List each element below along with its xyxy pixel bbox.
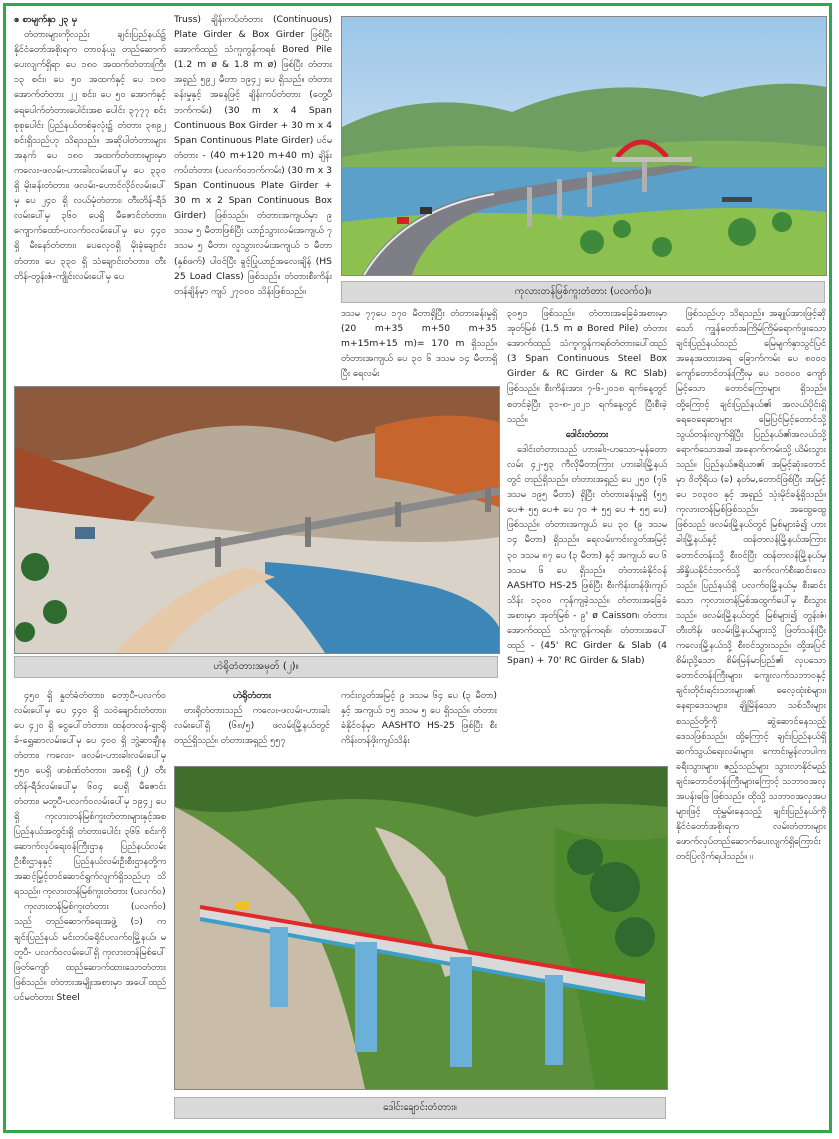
photo-caption-middle: ဟဲရိုတံတားအမှတ် (၂)။ xyxy=(14,656,498,678)
photo-caption-bottom: ဒေါင်းချောင်းတံတား။ xyxy=(174,1097,666,1119)
section-heading: ဟဲရိုတံတား xyxy=(232,690,272,701)
article-text: ဗားရိုတံတားသည် ကလေး-ဖလမ်း-ဟားခါးလမ်းပေါ်ရှိ (၆၈/၅) ဖလမ်းမြို့နယ်တွင် တည်ရှိသည်။ တံတားအရှည် ၅၅၇ xyxy=(174,705,330,747)
article-text: ဒေါင်းတံတားသည် ဟားခါး-ဟသော-မုန်တောလမ်း ၄၂-၅၃ ကီလိုမီတာကြား ဟားခါးမြို့နယ်တွင် တည်ရှိသည်။ တံတားအရှည် ပေ ၂၅၀ (၇၆ ဒသမ ၁၉၅ မီတာ) ရှိပြီး တံတားခန်းမှုရှိ (၅၅ ပေ+ ၅၅ ပေ+ ပေ ၇၀ + ၅၅ ပေ + ၅၅ ပေ) ဖြစ်သည်။ တံတားအကျယ် ပေ ၃၀ (၉ ဒသမ ၁၄ မီတာ) ရှိသည်။ ရေလမ်းကင်းလွတ်အမြင့် ၃၀ ဒသမ ၈၇ ပေ (၃ မီတာ) နှင့် အကျယ် ပေ ၆ ဒသမ ၆ ပေ ရှိသည်။ တံတားခံနိုင်ဝန် AASHTO HS-25 ဖြစ်ပြီး စီးကိန်းတန်ဖိုးကျပ်သိန်း ၁၃၀၀ ကုန်ကျခဲ့သည်။ တံတားအခြေခံအစားမှာ အုတ်မြစ် - ၉' ø Caisson၊ တံတားအောက်ထည် သံကူကွန်ကရစ်၊ တံတားအပေါ်ထည် - (45' RC Girder & Slab (4 Span) + 70' RC Girder & Slab) xyxy=(507,443,667,667)
section-heading: ဒေါင်းတံတား xyxy=(565,428,609,440)
photo-kaladan-bridge xyxy=(341,16,827,276)
article-text: ဖြစ်သည်ဟု သိရသည်။ အချုပ်အားဖြင့်ဆိုသော် ကျွန်တော်အကြိမ်ကြိမ်ရောက်ဖူးသော ချင်းပြည်နယ်သည် မြေမျက်နှာသွင်ပြင်အနေအထားအရ ခြောက်ကမ်း ပေ ၈၀၀၀ ကျော်တောင်တန်းကြီးမှ ပေ ၁၀၀၀၀ ကျော်မြင့်သော တောင်ကြောများ ရှိသည်။ ထို့ကြောင့် ချင်းပြည်နယ်၏ အလယ်ပိုင်းရှိ ရေဝေရေဆာများ မြေပြင်မြင့်တောင်သို့ သွယ်တန်းလျက်ရှိပြီး ပြည်နယ်၏အလယ်သို့ ရောက်သောအခါ အနောက်ကမ်းသို့ ယိမ်းသွားသည်။ ပြည်နယ်ဧရိယာ၏ အမြင့်ဆုံးတောင်မှာ ဝိတိုရိယ (ခ) နတ်မ,တောင်ဖြစ်ပြီး အမြင့်ပေ ၁၀၃၀၀ နှင့် အရှည် သုံးမိုင်ခန့်ရှိသည်။ ကုလားတန်မြစ်ဖြစ်သည်။ အထွေထွေဖြစ်သည် ဖလမ်းမြို့နယ်တွင် မြစ်များခံ၍ ဟားခါးမြို့နယ်နှင့် ထန်တလန်မြို့နယ်အကြားတောင်တန်းသို့ စီးဝင်ပြီး ထန်တလန်မြို့နယ်မှ အိန္ဒိယနိုင်ငံဘက်သို့ ဆက်လက်စီးဆင်းလေသည်။ ပြည်နယ်ရှိ ပလက်ဝမြို့နယ်မှ စီးဆင်းသော ကုလားတန်မြစ်အထွက်ပေါ်မှ စီးသွားသည်။ ဖလမ်းမြို့နယ်တွင် မြစ်များ၍ တွန်းဇံ၊ တီးတိန်၊ ဖလမ်းမြို့နယ်များသို့ ဖြတ်သန်းပြီး ကလေးမြို့နယ်သို့ စီးဝင်သွားသည်။ ထို့အပြင် စိမ်းညို့သော စိမ်းမြန်မာပြည်၏ လှပသော တောင်တန်းကြီးများ၊ ကျေးလက်သဘာဝနှင့် ချင်းတိုင်းရင်းသားများ၏ ဓလေ့ထုံးစံများ၊ နေရာဒေသများ၊ ချိုမြိန်သော သစ်သီးများ စသည်တို့ကို ဆွဲဆောင်နေသည့် ဒေသဖြစ်သည်။ ထို့ကြောင့် ချင်းပြည်နယ်ရှိ ဆက်သွယ်ရေးလမ်းများ ကောင်းမွန်လာပါက ခရီးသွားများ၊ ဧည့်သည်များ သွားလာနိုင်မည့် ချင်းတောင်တန်းကြီးများကြောင့် သဘာဝအလှ အပန်းဖြေ ဖြစ်သည်။ ထိုသို့ သဘာဝအလှအပများဖြင့် ထုံမွှမ်းနေသည့် ချင်းပြည်နယ်ကို နိုင်ငံတော်အစိုးရက လမ်းတံတားများ ဖောက်လုပ်တည်ဆောက်ပေးလျက်ရှိကြောင်း တင်ပြလိုက်ရပါသည်။ ။ xyxy=(676,308,826,863)
article-text: ၃၀၅၁ ဖြစ်သည်။ တံတားအခြေခံအစားမှာ အုတ်မြစ် (1.5 m ø Bored Pile) တံတားအောက်ထည် သံကူကွန်ကရစ်တံတားပေါ်ထည် (3 Span Continuous Steel Box Girder & RC Girder & RC Slab) ဖြစ်သည်။ စီးကိန်းအား ၇-၆-၂၀၁၈ ရက်နေ့တွင် စတင်ခဲ့ပြီး ၃၁-၈-၂၀၂၁ ရက်နေ့တွင် ပြီးစီးခဲ့သည်။ xyxy=(507,308,667,425)
article-text: ၄၅၀ ရှိ နှုတ်ခံတံတား၊ တော့ပီ-ပလက်ဝလမ်းပေါ်မှ ပေ ၄၄၀ ရှိ သဝဲချောင်းတံတား၊ ပေ ၄၂၀ ရှိ ငွေပေါ်တံတား၊ ထန်တလန်-ရှာရိုခ်-ရွှေဆာလမ်းပေါ်မှ ပေ ၄၀၀ ရှိ ဘွဲ့ဆာချီးနတံတား၊ ကလေး- ဖလမ်း-ဟားခါးလမ်းပေါ်မှ ၅၅၀ ပေရှိ ဖာစံဏ်တံတား၊ အစရှိ (၂) တီးတိန်-ရီဒ်လမ်းပေါ်မှ ၆၀၄ ပေရှိ မီဇောင်းတံတား၊ မတူပီ-ပလက်ဝလမ်းပေါ်မှ ၁၉၄၂ ပေရှိ ကုလားတန်မြစ်ကူးတံတားများနှင့်အစ ပြည်နယ်အတွင်းရှိ တံတားပေါင်း ၃၆၆ စင်းကို ဆောက်လုပ်ရေးဝန်ကြီးဌာန ပြည်နယ်လမ်းဦးစီးဌာနနှင့် ပြည်နယ်လမ်းဦးစီးဌာနတို့က အဆင့်မြှင့်တင်ဆောင်ရွက်လျက်ရှိသည်ဟု သိရသည်။ ကုလားတန်မြစ်ကူးတံတား (ပလက်ဝ) xyxy=(14,690,166,898)
continued-from-label: ဧ စာမျက်နှာ ၂၃ မှ xyxy=(14,14,77,25)
article-text: ဒသမ ၇၇ပေ ၁၇၀ မီတာရှိပြီး တံတားခန်းမှုရှိ (20 m+35 m+50 m+35 m+15m+15 m)= 170 m ရှိသည်။ တံတားအကျယ် ပေ ၃၀ ၆ ဒသမ ၁၄ မီတာရှိပြီး ရေလမ်း xyxy=(341,308,497,380)
article-text: Truss) ချိန်းကပ်တံတား (Continuous) Plate Girder & Box Girder ဖြစ်ပြီး အောက်ထည် သံကူကွန်ကရစ် Bored Pile (1.2 m ø & 1.8 m ø) ဖြစ်ပြီး တံတားအရှည် ၅၉၂ မီတာ ၁၉၄၂ ပေ ရှိသည်။ တံတားခန်းမှုနှင့် အနေဖြင့် ချိန်းကပ်တံတား (တွေ့ပီဘက်ကမ်း) (30 m x 4 Span Continuous Box Girder + 30 m x 4 Span Continuous Plate Girder) ပင်မတံတား - (40 m+120 m+40 m) ချိန်းကပ်တံတား (ပလက်ဝဘက်ကမ်း) (30 m x 3 Span Continuous Plate Girder + 30 m x 2 Span Continuous Box Girder) ဖြစ်သည်။ တံတားအကျယ်မှာ ၉ ဒသမ ၅ မီတာဖြစ်ပြီး ယာဉ်သွားလမ်းအကျယ် ၇ ဒသမ ၅ မီတာ၊ လူသွားလမ်းအကျယ် ၁ မီတာ (နှစ်ဖက်) ပါဝင်ပြီး ခွင့်ပြုယာဉ်အလေးချိန် (HS 25 Load Class) ဖြစ်သည်။ တံတားစီးကိန်းတန်ချိန်မှာ ကျပ် ၂၇၀၀၀ သိန်းဖြစ်သည်။ xyxy=(174,14,332,297)
article-column-2 xyxy=(174,12,332,380)
photo-caption-top: ကုလားတန်မြစ်ကူးတံတား (ပလက်ဝ)။ xyxy=(341,281,825,303)
article-text: ကုလားတန်မြစ်ကူးတံတား (ပလက်ဝ) သည် တည်ဆောက်ရေးအဖွဲ့ (၁) က ချင်းပြည်နယ် မင်းတပ်ခရိုင်ပလက်ဝမြို့နယ်၊ မတူပီ- ပလက်ဝလမ်းပေါ်ရှိ ကုလားတန်မြစ်ပေါ်ဖြတ်ကျော် ထည်ဆောက်ထားသောတံတားဖြစ်သည်။ တံတားအမျိုးအစားမှာ အပေါ်ထည် ပင်မတံတား Steel xyxy=(14,901,166,1003)
article-column-4 xyxy=(507,306,667,762)
article-column-8 xyxy=(341,688,497,762)
article-column-5 xyxy=(676,306,826,1126)
photo-heiro-bridge xyxy=(14,386,500,654)
photo-daung-creek-bridge xyxy=(174,766,668,1090)
article-column-6 xyxy=(14,688,166,1128)
article-text: ကင်းလွတ်အမြင့် ၉ ဒသမ ၆၄ ပေ (၃ မီတာ) နှင့် အကျယ် ၁၅ ဒသမ ၅ ပေ ရှိသည်။ တံတားခံနိုင်ဝန်မှာ AASHTO HS-25 ဖြစ်ပြီး စီးကိန်းတန်ဖိုးကျပ်သိန်း xyxy=(341,690,497,747)
article-column-3 xyxy=(341,306,497,380)
article-column-1 xyxy=(14,12,166,380)
article-text: တံတားများကိုလည်း ချင်းပြည်နယ်၌ နိုင်ငံတော်အစိုးရက တာဝန်ယူ တည်ဆောက်ပေးလျက်ရှိရာ ပေ ၁၈၀ အထက်တံတားကြီး ၁၃ စင်း၊ ပေ ၅၀ အထက်နှင့် ပေ ၁၈၀ အောက်တံတား ၂၂ စင်း၊ ပေ ၅၀ အောက်နှင့် ရေပေါက်တံတားပေါင်းအစ ပေါင်း ၃၇၇၇ စင်း စုစုပေါင်း ပြည်နယ်တစ်ခုလုံး၌ တံတား ၃၈၉၂ စင်းရှိသည်ဟု သိရသည်။ အဆိုပါတံတားများအနက် ပေ ၁၈၀ အထက်တံတားများမှာ ကလေး-ဖလမ်း-ဟားခါးလမ်းပေါ်မှ ပေ ၃၃၀ ရှိ မိုးခန်းတံတား၊ ဖလမ်း-ဟောင်လိုဝ်လမ်းပေါ်မှ ပေ ၂၄၀ ရှိ လယ်မုံတံတား၊ တီးတိန်-ရီဒ်လမ်းပေါ်မှ ၃၆၀ ပေရှိ မီဇောင်တံတား၊ ကျောက်ထော်-ပလက်ဝလမ်းပေါ်မှ ပေ ၄၄၀ ရှိ မီးနော်တံတား၊ ပေလေ့ဝရှိ မိုးခုံချောင်းတံတား၊ ပေ ၃၃၀ ရှိ သံချောင်းတံတား၊ တီးတိန်-တွန်းဇံ-ကျိုင်းလမ်းပေါ်မှ ပေ xyxy=(14,29,166,282)
article-column-7 xyxy=(174,688,330,762)
